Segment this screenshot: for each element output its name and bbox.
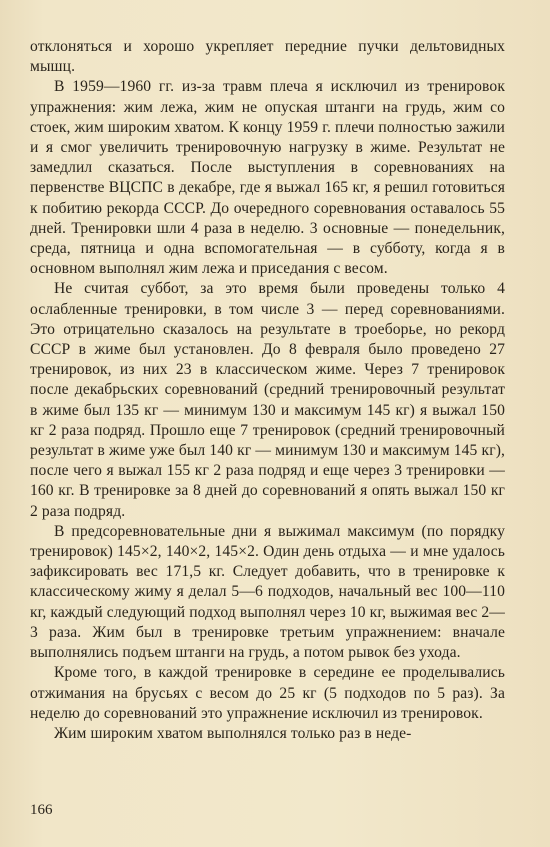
body-text [30, 37, 505, 744]
paragraph-1: отклоняться и хорошо укрепляет передние пучки дельтовидных мышц. [30, 38, 505, 76]
paragraph-6: Жим широким хватом выполнялся только раз в неде- [54, 724, 412, 742]
paragraph-3: Не считая суббот, за это время были проведены только 4 ослабленные тренировки, в том числе 3 — перед соревнованиями. Это отрицательно сказалось на результате в троеборье, но рекорд СССР в жиме был установлен. До 8 февраля было проведено 27 тренировок, из них 23 в классическом жиме. Через 7 тренировок после декабрьских соревнований (средний тренировочный результат в жиме был 135 кг — минимум 130 и максимум 145 кг) я выжал 150 кг 2 раза подряд. Прошло еще 7 тренировок (средний тренировочный результат в жиме уже был 140 кг — минимум 130 и максимум 145 кг), после чего я выжал 155 кг 2 раза подряд и еще через 3 тренировки — 160 кг. В тренировке за 8 дней до соревнований я опять выжал 150 кг 2 раза подряд. [30, 280, 505, 520]
page-number: 166 [30, 802, 53, 818]
paragraph-2: В 1959—1960 гг. из-за травм плеча я исключил из тренировок упражнения: жим лежа, жим не опуская штанги на грудь, жим со стоек, жим широким хватом. К концу 1959 г. плечи полностью зажили и я смог увеличить тренировочную нагрузку в жиме. Результат не замедлил сказаться. После выступления в соревнованиях на первенстве ВЦСПС в декабре, где я выжал 165 кг, я решил готовиться к побитию рекорда СССР. До очередного соревнования оставалось 55 дней. Тренировки шли 4 раза в неделю. 3 основные — понедельник, среда, пятница и одна вспомогательная — в субботу, когда я в основном выполнял жим лежа и приседания с весом. [30, 78, 505, 278]
paragraph-5: Кроме того, в каждой тренировке в середине ее проделывались отжимания на брусьях с весом до 25 кг (5 подходов по 5 раз). За неделю до соревнований это упражнение исключил из тренировок. [30, 664, 505, 722]
paragraph-4: В предсоревновательные дни я выжимал максимум (по порядку тренировок) 145×2, 140×2, 145×2. Один день отдыха — и мне удалось зафиксировать вес 171,5 кг. Следует добавить, что в тренировке к классическому жиму я делал 5—6 подходов, начальный вес 100—110 кг, каждый следующий подход выполнял через 10 кг, выжимая вес 2—3 раза. Жим был в тренировке третьим упражнением: вначале выполнялись подъем штанги на грудь, а потом рывок без ухода. [30, 522, 505, 662]
